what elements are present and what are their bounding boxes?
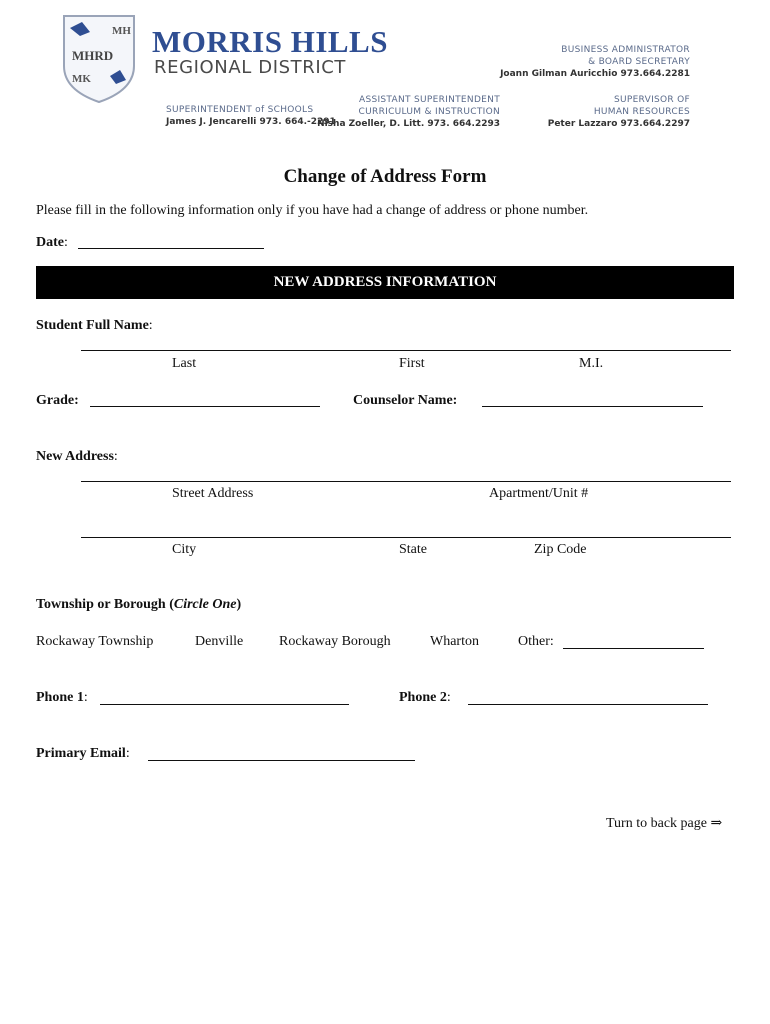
option-rockaway-borough[interactable]: Rockaway Borough — [279, 634, 391, 649]
business-admin-name: Joann Gilman Auricchio 973.664.2281 — [500, 69, 690, 79]
district-shield-logo — [60, 14, 138, 104]
superintendent-title: SUPERINTENDENT of SCHOOLS — [166, 105, 314, 115]
shield-bottom-text: MK — [72, 73, 91, 85]
form-title: Change of Address Form — [283, 166, 487, 187]
name-mi-label: M.I. — [579, 356, 604, 371]
phone1-label: Phone 1: — [36, 690, 88, 705]
hr-supervisor-title2: HUMAN RESOURCES — [593, 107, 690, 117]
student-name-label-text: Student Full Name — [36, 318, 149, 333]
asst-superintendent-name: Nisha Zoeller, D. Litt. 973. 664.2293 — [317, 119, 500, 129]
option-denville[interactable]: Denville — [195, 634, 244, 649]
apartment-label: Apartment/Unit # — [489, 486, 589, 501]
street-address-field[interactable] — [81, 481, 731, 482]
student-name-field[interactable] — [81, 350, 731, 351]
hr-supervisor-name: Peter Lazzaro 973.664.2297 — [547, 119, 690, 129]
form-intro: Please fill in the following information only if you have had a change of address or phone number. — [36, 203, 589, 218]
superintendent-name: James J. Jencarelli 973. 664.-2291 — [166, 117, 336, 127]
counselor-field[interactable] — [482, 406, 703, 407]
org-name: MORRIS HILLS — [152, 24, 388, 59]
shield-top-text: MH — [112, 25, 131, 37]
state-label: State — [399, 542, 427, 557]
business-admin-title2: & BOARD SECRETARY — [588, 57, 690, 67]
new-address-label: New Address: — [36, 449, 118, 464]
phone1-label-text: Phone 1 — [36, 690, 84, 705]
grade-field[interactable] — [90, 406, 320, 407]
township-label — [36, 597, 241, 613]
phone2-label: Phone 2: — [399, 690, 451, 705]
email-label-text: Primary Email — [36, 746, 126, 761]
option-other[interactable]: Other: — [518, 634, 554, 649]
business-admin-block — [500, 44, 690, 80]
township-label-italic: Circle One — [173, 597, 237, 612]
asst-superintendent-title1: ASSISTANT SUPERINTENDENT — [358, 95, 500, 105]
org-subtitle: REGIONAL DISTRICT — [154, 57, 347, 78]
date-label: Date: — [36, 235, 68, 250]
phone2-field[interactable] — [468, 704, 708, 705]
city-state-zip-field[interactable] — [81, 537, 731, 538]
option-wharton[interactable]: Wharton — [430, 634, 479, 649]
township-label-close: ) — [236, 597, 242, 612]
superintendent-block — [166, 104, 336, 128]
student-name-label: Student Full Name: — [36, 318, 153, 333]
name-first-label: First — [399, 356, 425, 371]
business-admin-title1: BUSINESS ADMINISTRATOR — [561, 45, 690, 55]
phone1-field[interactable] — [100, 704, 349, 705]
section-banner: NEW ADDRESS INFORMATION — [36, 266, 734, 299]
asst-superintendent-block — [317, 94, 500, 130]
township-label-text: Township or Borough ( — [36, 597, 174, 612]
name-last-label: Last — [172, 356, 197, 371]
grade-label: Grade: — [36, 393, 79, 408]
city-label: City — [172, 542, 197, 557]
option-rockaway-township[interactable]: Rockaway Township — [36, 634, 154, 649]
shield-mid-text: MHRD — [72, 48, 114, 63]
street-address-label: Street Address — [172, 486, 254, 501]
date-field[interactable] — [78, 248, 264, 249]
email-field[interactable] — [148, 760, 415, 761]
turn-to-back-page: Turn to back page ⇒ — [606, 816, 723, 831]
new-address-label-text: New Address — [36, 449, 114, 464]
counselor-label: Counselor Name: — [353, 393, 458, 408]
phone2-label-text: Phone 2 — [399, 690, 447, 705]
hr-supervisor-block — [548, 94, 690, 130]
other-field[interactable] — [563, 648, 704, 649]
zip-label: Zip Code — [534, 542, 587, 557]
hr-supervisor-title1: SUPERVISOR OF — [613, 95, 690, 105]
email-label: Primary Email: — [36, 746, 130, 761]
asst-superintendent-title2: CURRICULUM & INSTRUCTION — [358, 107, 500, 117]
date-label-text: Date — [36, 235, 64, 250]
